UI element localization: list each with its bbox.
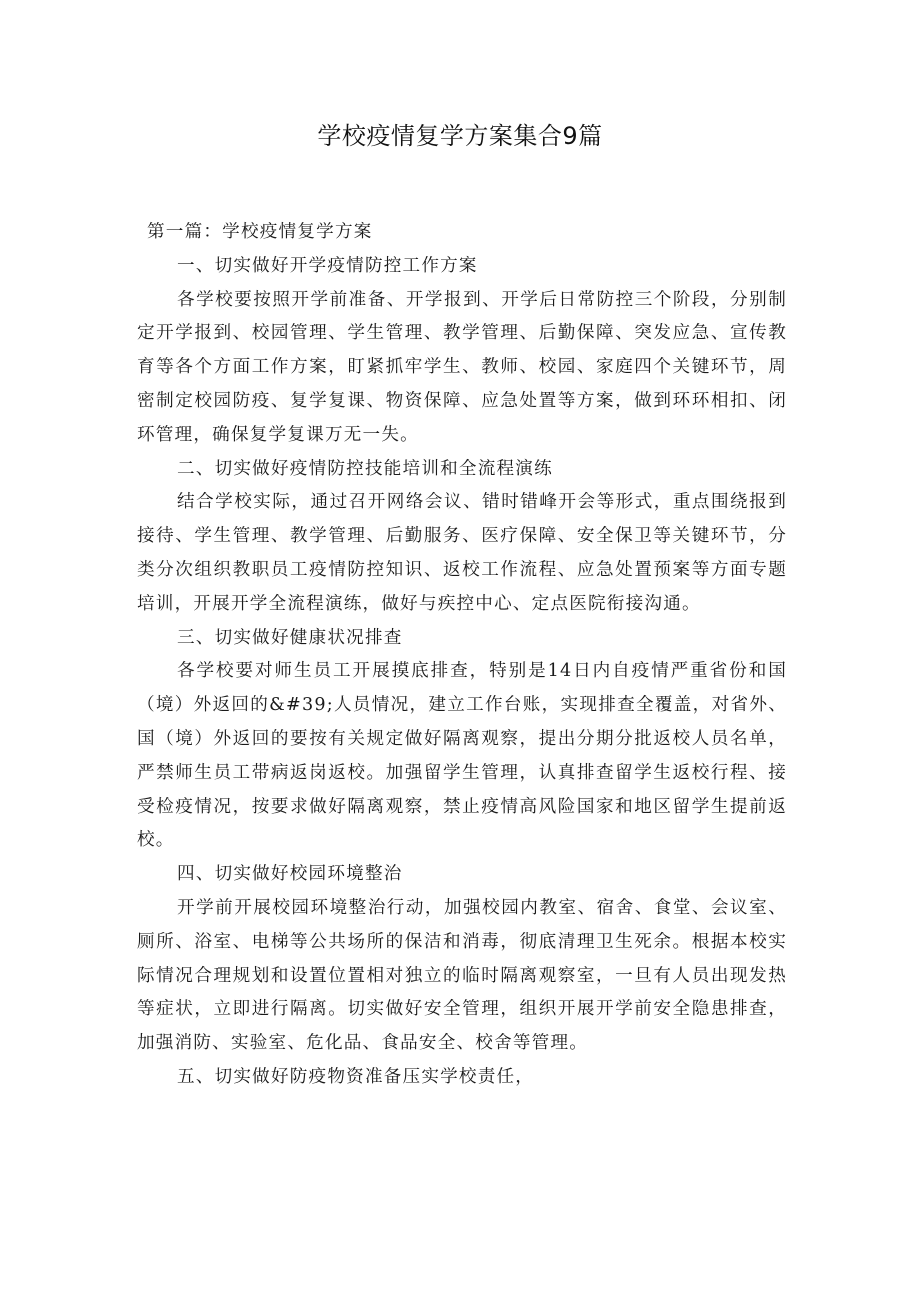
section-body-2: 结合学校实际，通过召开网络会议、错时错峰开会等形式，重点围绕报到接待、学生管理、教学管理、后勤服务、医疗保障、安全保卫等关键环节，分类分次组织教职员工疫情防控知识、返校工作流程、应急处置预案等方面专题培训，开展开学全流程演练，做好与疾控中心、定点医院衔接沟通。	[137, 492, 787, 614]
document-body	[137, 216, 787, 1095]
chapter-heading: 第一篇：学校疫情复学方案	[147, 222, 373, 242]
section-heading-4: 四、切实做好校园环境整治	[177, 864, 403, 885]
section-body-3: 各学校要对师生员工开展摸底排查，特别是14日内自疫情严重省份和国（境）外返回的&#39;人员情况，建立工作台账，实现排查全覆盖，对省外、国（境）外返回的要按有关规定做好隔离观察，提出分期分批返校人员名单，严禁师生员工带病返岗返校。加强留学生管理，认真排查留学生返校行程、接受检疫情况，按要求做好隔离观察，禁止疫情高风险国家和地区留学生提前返校。	[137, 661, 787, 851]
document-title: 学校疫情复学方案集合9篇	[317, 122, 603, 150]
section-body-1: 各学校要按照开学前准备、开学报到、开学后日常防控三个阶段，分别制定开学报到、校园管理、学生管理、教学管理、后勤保障、突发应急、宣传教育等各个方面工作方案，盯紧抓牢学生、教师、校园、家庭四个关键环节，周密制定校园防疫、复学复课、物资保障、应急处置等方案，做到环环相扣、闭环管理，确保复学复课万无一失。	[137, 289, 787, 445]
section-heading-2: 二、切实做好疫情防控技能培训和全流程演练	[177, 458, 553, 479]
section-body-4: 开学前开展校园环境整治行动，加强校园内教室、宿舍、食堂、会议室、厕所、浴室、电梯等公共场所的保洁和消毒，彻底清理卫生死余。根据本校实际情况合理规划和设置位置相对独立的临时隔离观察室，一旦有人员出现发热等症状，立即进行隔离。切实做好安全管理，组织开展开学前安全隐患排查，加强消防、实验室、危化品、食品安全、校舍等管理。	[137, 897, 787, 1054]
section-heading-1: 一、切实做好开学疫情防控工作方案	[177, 255, 478, 276]
section-heading-5: 五、切实做好防疫物资准备压实学校责任，	[177, 1066, 535, 1087]
section-heading-3: 三、切实做好健康状况排查	[177, 627, 403, 648]
